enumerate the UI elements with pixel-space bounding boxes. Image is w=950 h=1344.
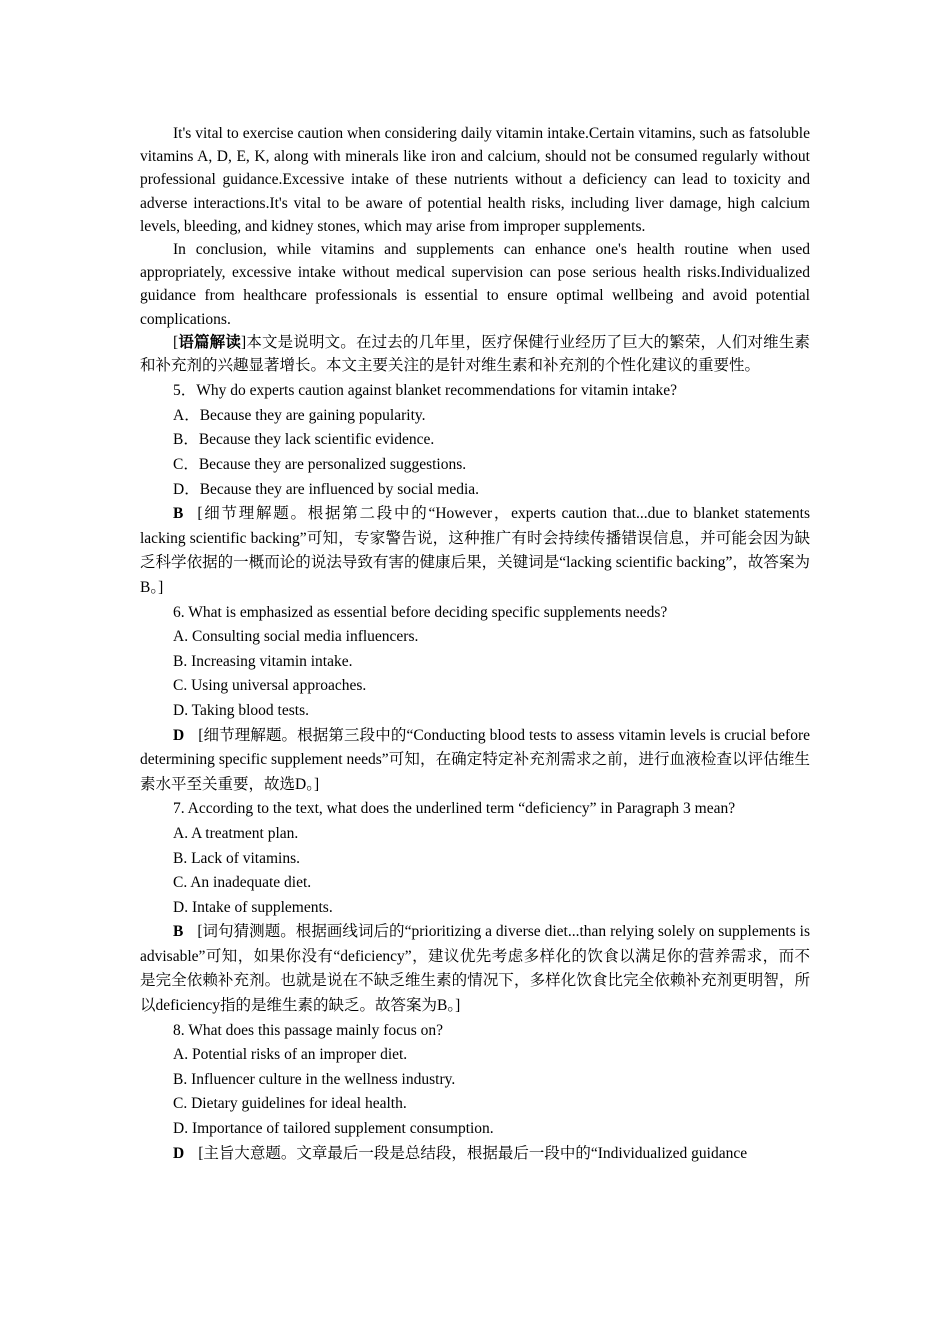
option-d: D. Importance of tailored supplement consumption. [173,1120,494,1138]
option-b: B．Because they lack scientific evidence. [173,431,435,449]
option-a: A. Potential risks of an improper diet. [173,1046,408,1064]
option-c: C. An inadequate diet. [173,874,312,892]
option-c: C. Using universal approaches. [173,677,367,695]
question-stem: 6. What is emphasized as essential before deciding specific supplements needs? [173,603,668,621]
analysis-bracket-open: [ [173,333,179,351]
option-b: B. Lack of vitamins. [173,849,300,867]
option-d: D. Intake of supplements. [173,898,333,916]
question-stem: 5．Why do experts caution against blanket recommendations for vitamin intake? [173,382,678,400]
option-d: D. Taking blood tests. [173,701,309,719]
question-stem: 7. According to the text, what does the underlined term “deficiency” in Paragraph 3 mean? [173,800,736,818]
question-stem: 8. What does this passage mainly focus on? [173,1021,444,1039]
question-7 [140,797,810,1018]
question-5 [140,379,810,600]
question-8 [140,1019,810,1167]
option-a: A. A treatment plan. [173,824,299,842]
answer-explanation [140,502,810,600]
option-c: C．Because they are personalized suggestions. [173,456,467,474]
question-6 [140,601,810,798]
document-content [140,122,810,1166]
option-b: B. Influencer culture in the wellness industry. [173,1070,456,1088]
answer-letter: D [173,726,185,744]
explanation-text: [细节理解题。根据第二段中的“However，experts caution that...due to blanket statements lacking scientific backing”可知，专家警告说，这种推广有时会持续传播错误信息，并可能会因为缺乏科学依据的一概而论的说法导致有害的健康后果，关键词是“lacking scientific backing”，故答案为B。] [140,505,810,596]
explanation-text: [细节理解题。根据第三段中的“Conducting blood tests to assess vitamin levels is crucial before determining specific supplement needs”可知，在确定特定补充剂需求之前，进行血液检查以评估维生素水平至关重要，故选D。] [140,726,810,793]
analysis-paragraph [140,331,810,377]
analysis-bracket-close: ] [240,333,247,351]
answer-letter: D [173,1144,185,1162]
analysis-label: 语篇解读 [178,333,241,351]
option-a: A．Because they are gaining popularity. [173,406,426,424]
option-d: D．Because they are influenced by social media. [173,480,480,498]
passage-paragraph: It's vital to exercise caution when considering daily vitamin intake.Certain vitamins, such as fatsoluble vitamins A, D, E, K, along with minerals like iron and calcium, should not be consumed regularly without professional guidance.Excessive intake of these nutrients without a deficiency can lead to toxicity and adverse interactions.It's vital to be aware of potential health risks, including liver damage, high calcium levels, bleeding, and kidney stones, which may arise from improper supplements. [140,125,810,235]
answer-explanation [140,724,810,798]
answer-explanation [140,920,810,1018]
answer-explanation [140,1142,810,1167]
analysis-text: 本文是说明文。在过去的几年里，医疗保健行业经历了巨大的繁荣，人们对维生素和补充剂的兴趣显著增长。本文主要关注的是针对维生素和补充剂的个性化建议的重要性。 [140,333,810,375]
passage-paragraph: In conclusion, while vitamins and supplements can enhance one's health routine when used appropriately, excessive intake without medical supervision can pose serious health risks.Individualized guidance from healthcare professionals is essential to ensure optimal wellbeing and avoid potential complications. [140,241,810,328]
option-b: B. Increasing vitamin intake. [173,652,353,670]
option-a: A. Consulting social media influencers. [173,628,419,646]
explanation-text: [主旨大意题。文章最后一段是总结段，根据最后一段中的“Individualized guidance [198,1144,748,1162]
answer-letter: B [173,923,184,941]
explanation-text: [词句猜测题。根据画线词后的“prioritizing a diverse diet...than relying solely on supplements is advisable”可知，如果你没有“deficiency”，建议优先考虑多样化的饮食以满足你的营养需求，而不是完全依赖补充剂。也就是说在不缺乏维生素的情况下，多样化饮食比完全依赖补充剂更明智，所以deficiency指的是维生素的缺乏。故答案为B。] [140,923,810,1015]
option-c: C. Dietary guidelines for ideal health. [173,1095,407,1113]
answer-letter: B [173,505,184,523]
